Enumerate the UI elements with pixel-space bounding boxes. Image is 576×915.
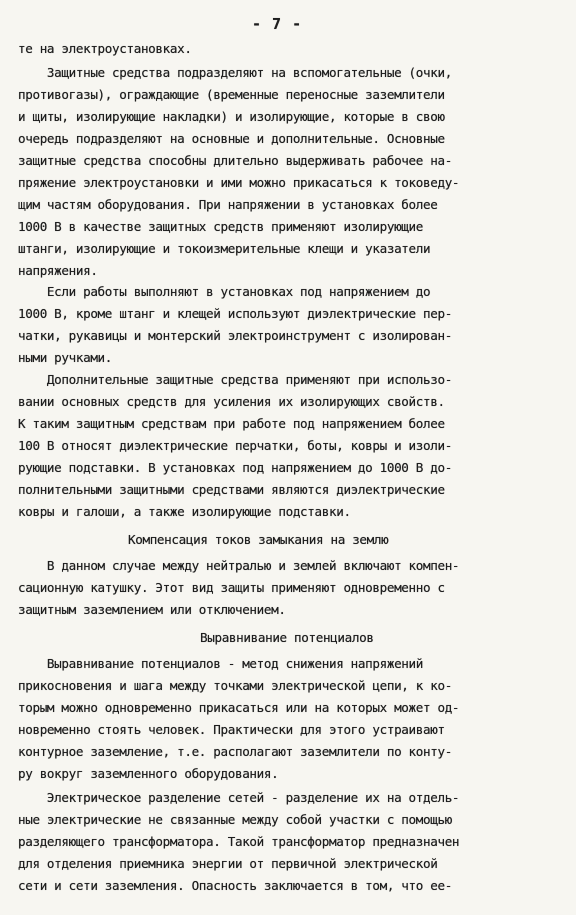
body-line: защитным заземлением или отключением. xyxy=(18,602,286,617)
body-line: рующие подставки. В установках под напряжением до 1000 В до- xyxy=(18,460,452,475)
body-line: Защитные средства подразделяют на вспомогательные (очки, xyxy=(18,65,452,80)
body-line: полнительными защитными средствами являются диэлектрические xyxy=(18,482,445,497)
body-line: очередь подразделяют на основные и дополнительные. Основные xyxy=(18,131,445,146)
body-line: В данном случае между нейтралью и землей включают компен- xyxy=(18,558,460,573)
body-line: чатки, рукавицы и монтерский электроинструмент с изолирован- xyxy=(18,328,452,343)
body-line: вании основных средств для усиления их изолирующих свойств. xyxy=(18,394,445,409)
body-line: 100 В относят диэлектрические перчатки, боты, ковры и изоли- xyxy=(18,438,452,453)
page-number: - 7 - xyxy=(252,15,303,33)
body-line: пряжение электроустановки и ими можно прикасаться к токоведу- xyxy=(18,175,460,190)
body-line: Если работы выполняют в установках под напряжением до xyxy=(18,284,431,299)
body-line: ными ручками. xyxy=(18,350,113,365)
body-line: сационную катушку. Этот вид защиты применяют одновременно с xyxy=(18,580,445,595)
body-line: защитные средства способны длительно выдерживать рабочее на- xyxy=(18,153,452,168)
body-line: Выравнивание потенциалов - метод снижения напряжений xyxy=(18,656,423,671)
body-line: разделяющего трансформатора. Такой трансформатор предназначен xyxy=(18,834,460,849)
body-line: те на электроустановках. xyxy=(18,41,192,56)
section-heading: Компенсация токов замыкания на землю xyxy=(128,532,389,547)
body-line: 1000 В, кроме штанг и клещей используют диэлектрические пер- xyxy=(18,306,452,321)
body-line: новременно стоять человек. Практически для этого устраивают xyxy=(18,722,445,737)
body-line: штанги, изолирующие и токоизмерительные клещи и указатели xyxy=(18,241,431,256)
body-line: сети и сети заземления. Опасность заключается в том, что ее- xyxy=(18,878,452,893)
section-heading: Выравнивание потенциалов xyxy=(200,630,374,645)
body-line: ру вокруг заземленного оборудования. xyxy=(18,766,279,781)
body-line: щим частям оборудования. При напряжении в установках более xyxy=(18,197,438,212)
body-line: К таким защитным средствам при работе под напряжением более xyxy=(18,416,445,431)
body-line: для отделения приемника энергии от первичной электрической xyxy=(18,856,438,871)
body-line: прикосновения и шага между точками электрической цепи, к ко- xyxy=(18,678,452,693)
body-line: торым можно одновременно прикасаться или на которых может од- xyxy=(18,700,460,715)
body-line: Дополнительные защитные средства применяют при использо- xyxy=(18,372,452,387)
body-line: и щиты, изолирующие накладки) и изолирующие, которые в свою xyxy=(18,109,445,124)
body-line: Электрическое разделение сетей - разделение их на отдель- xyxy=(18,790,460,805)
body-line: 1000 В в качестве защитных средств применяют изолирующие xyxy=(18,219,423,234)
body-line: противогазы), ограждающие (временные переносные заземлители xyxy=(18,87,445,102)
body-line: напряжения. xyxy=(18,263,98,278)
body-line: контурное заземление, т.е. располагают заземлители по конту- xyxy=(18,744,452,759)
body-line: ные электрические не связанные между собой участки с помощью xyxy=(18,812,452,827)
body-line: ковры и галоши, а также изолирующие подставки. xyxy=(18,504,351,519)
